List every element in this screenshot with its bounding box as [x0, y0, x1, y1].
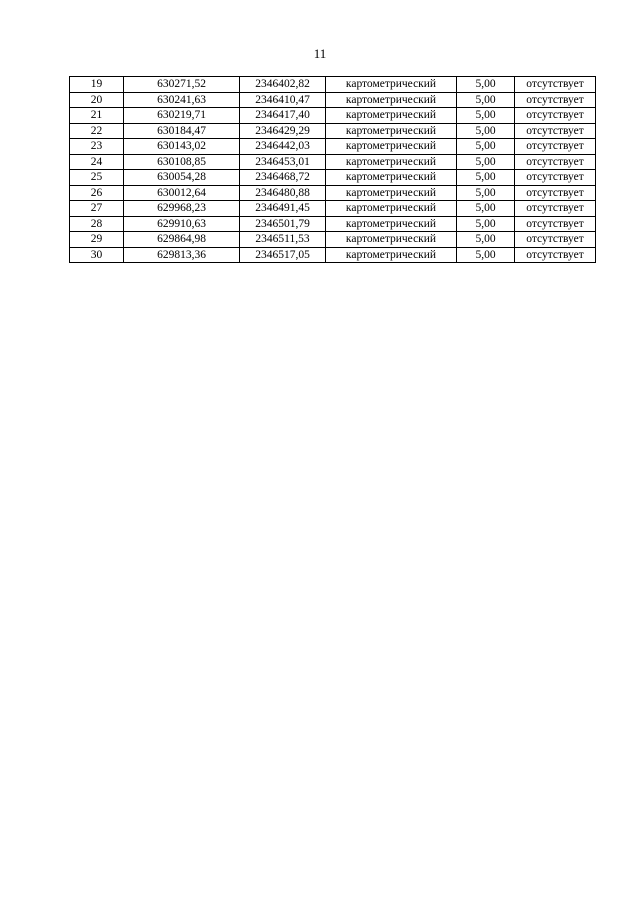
x-coordinate-cell: 629910,63: [124, 216, 240, 232]
point-number-cell: 22: [70, 123, 124, 139]
table-row: [70, 170, 596, 186]
y-coordinate-cell: 2346517,05: [240, 247, 326, 263]
y-coordinate-cell: 2346402,82: [240, 77, 326, 93]
table-row: [70, 139, 596, 155]
table-row: [70, 108, 596, 124]
y-coordinate-cell: 2346511,53: [240, 232, 326, 248]
table-row: [70, 123, 596, 139]
table-row: [70, 185, 596, 201]
point-number-cell: 20: [70, 92, 124, 108]
point-number-cell: 30: [70, 247, 124, 263]
x-coordinate-cell: 630241,63: [124, 92, 240, 108]
x-coordinate-cell: 630143,02: [124, 139, 240, 155]
x-coordinate-cell: 630271,52: [124, 77, 240, 93]
description-cell: отсутствует: [515, 232, 596, 248]
accuracy-cell: 5,00: [457, 92, 515, 108]
y-coordinate-cell: 2346429,29: [240, 123, 326, 139]
method-cell: картометрический: [326, 216, 457, 232]
coordinates-table-body: [70, 77, 596, 263]
x-coordinate-cell: 629813,36: [124, 247, 240, 263]
x-coordinate-cell: 630108,85: [124, 154, 240, 170]
description-cell: отсутствует: [515, 247, 596, 263]
method-cell: картометрический: [326, 154, 457, 170]
x-coordinate-cell: 630219,71: [124, 108, 240, 124]
accuracy-cell: 5,00: [457, 108, 515, 124]
x-coordinate-cell: 630184,47: [124, 123, 240, 139]
accuracy-cell: 5,00: [457, 216, 515, 232]
y-coordinate-cell: 2346453,01: [240, 154, 326, 170]
description-cell: отсутствует: [515, 139, 596, 155]
accuracy-cell: 5,00: [457, 123, 515, 139]
x-coordinate-cell: 630054,28: [124, 170, 240, 186]
method-cell: картометрический: [326, 92, 457, 108]
point-number-cell: 29: [70, 232, 124, 248]
y-coordinate-cell: 2346491,45: [240, 201, 326, 217]
y-coordinate-cell: 2346468,72: [240, 170, 326, 186]
description-cell: отсутствует: [515, 201, 596, 217]
method-cell: картометрический: [326, 185, 457, 201]
point-number-cell: 25: [70, 170, 124, 186]
accuracy-cell: 5,00: [457, 154, 515, 170]
y-coordinate-cell: 2346480,88: [240, 185, 326, 201]
accuracy-cell: 5,00: [457, 232, 515, 248]
description-cell: отсутствует: [515, 92, 596, 108]
point-number-cell: 21: [70, 108, 124, 124]
method-cell: картометрический: [326, 123, 457, 139]
table-row: [70, 201, 596, 217]
method-cell: картометрический: [326, 77, 457, 93]
description-cell: отсутствует: [515, 77, 596, 93]
description-cell: отсутствует: [515, 170, 596, 186]
description-cell: отсутствует: [515, 216, 596, 232]
description-cell: отсутствует: [515, 123, 596, 139]
table-row: [70, 216, 596, 232]
table-row: [70, 77, 596, 93]
y-coordinate-cell: 2346501,79: [240, 216, 326, 232]
accuracy-cell: 5,00: [457, 139, 515, 155]
point-number-cell: 26: [70, 185, 124, 201]
table-row: [70, 247, 596, 263]
y-coordinate-cell: 2346417,40: [240, 108, 326, 124]
accuracy-cell: 5,00: [457, 170, 515, 186]
x-coordinate-cell: 630012,64: [124, 185, 240, 201]
accuracy-cell: 5,00: [457, 247, 515, 263]
table-row: [70, 154, 596, 170]
y-coordinate-cell: 2346442,03: [240, 139, 326, 155]
x-coordinate-cell: 629864,98: [124, 232, 240, 248]
description-cell: отсутствует: [515, 108, 596, 124]
method-cell: картометрический: [326, 201, 457, 217]
accuracy-cell: 5,00: [457, 201, 515, 217]
point-number-cell: 19: [70, 77, 124, 93]
method-cell: картометрический: [326, 247, 457, 263]
table-row: [70, 232, 596, 248]
point-number-cell: 27: [70, 201, 124, 217]
point-number-cell: 24: [70, 154, 124, 170]
point-number-cell: 28: [70, 216, 124, 232]
point-number-cell: 23: [70, 139, 124, 155]
x-coordinate-cell: 629968,23: [124, 201, 240, 217]
method-cell: картометрический: [326, 139, 457, 155]
description-cell: отсутствует: [515, 154, 596, 170]
y-coordinate-cell: 2346410,47: [240, 92, 326, 108]
coordinates-table: [69, 76, 596, 263]
method-cell: картометрический: [326, 170, 457, 186]
table-row: [70, 92, 596, 108]
method-cell: картометрический: [326, 108, 457, 124]
page-number: 11: [313, 46, 327, 61]
description-cell: отсутствует: [515, 185, 596, 201]
accuracy-cell: 5,00: [457, 185, 515, 201]
method-cell: картометрический: [326, 232, 457, 248]
accuracy-cell: 5,00: [457, 77, 515, 93]
